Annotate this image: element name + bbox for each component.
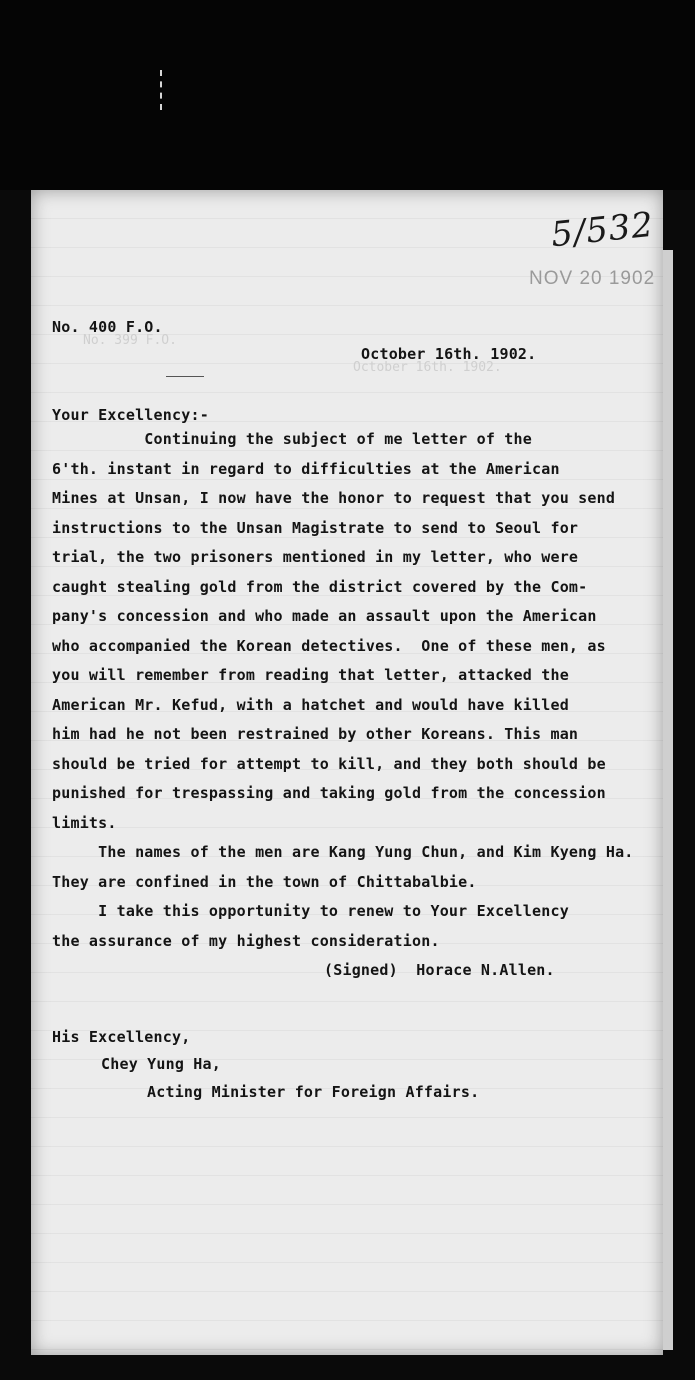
body-line: I take this opportunity to renew to Your Excellency <box>52 902 569 920</box>
salutation: Your Excellency:- <box>52 406 209 424</box>
body-line: punished for trespassing and taking gold from the concession <box>52 784 606 802</box>
letter-date: October 16th. 1902. <box>361 345 537 363</box>
body-line: caught stealing gold from the district covered by the Com- <box>52 578 588 596</box>
body-line: American Mr. Kefud, with a hatchet and would have killed <box>52 696 569 714</box>
letter-page <box>31 190 663 1355</box>
body-line: instructions to the Unsan Magistrate to send to Seoul for <box>52 519 579 537</box>
received-date-stamp: NOV 20 1902 <box>529 268 656 289</box>
body-line: trial, the two prisoners mentioned in my letter, who were <box>52 548 579 566</box>
addressee-name: Chey Yung Ha, <box>101 1055 221 1073</box>
body-line: the assurance of my highest consideration. <box>52 932 440 950</box>
body-line: limits. <box>52 814 117 832</box>
body-line: him had he not been restrained by other Koreans. This man <box>52 725 579 743</box>
body-line: Continuing the subject of me letter of the <box>52 430 532 448</box>
film-frame-mark <box>160 70 168 110</box>
microfilm-border <box>0 0 695 190</box>
body-line: Mines at Unsan, I now have the honor to request that you send <box>52 489 616 507</box>
body-line: pany's concession and who made an assault upon the American <box>52 607 597 625</box>
pen-mark <box>166 376 204 377</box>
body-line: 6'th. instant in regard to difficulties at the American <box>52 460 560 478</box>
addressee-office: Acting Minister for Foreign Affairs. <box>147 1083 480 1101</box>
handwritten-file-number: 5/532 <box>549 204 656 256</box>
ghost-letter-date: October 16th. 1902. <box>353 360 502 375</box>
addressee-title: His Excellency, <box>52 1028 191 1046</box>
page-edge <box>663 250 673 1350</box>
body-line: you will remember from reading that letter, attacked the <box>52 666 569 684</box>
reference-number: No. 400 F.O. <box>52 318 163 336</box>
body-line: should be tried for attempt to kill, and they both should be <box>52 755 606 773</box>
ghost-reference-number: No. 399 F.O. <box>83 333 177 348</box>
signature: (Signed) Horace N.Allen. <box>324 961 555 979</box>
body-line: They are confined in the town of Chittabalbie. <box>52 873 477 891</box>
body-line: who accompanied the Korean detectives. One of these men, as <box>52 637 606 655</box>
body-line: The names of the men are Kang Yung Chun, and Kim Kyeng Ha. <box>52 843 634 861</box>
